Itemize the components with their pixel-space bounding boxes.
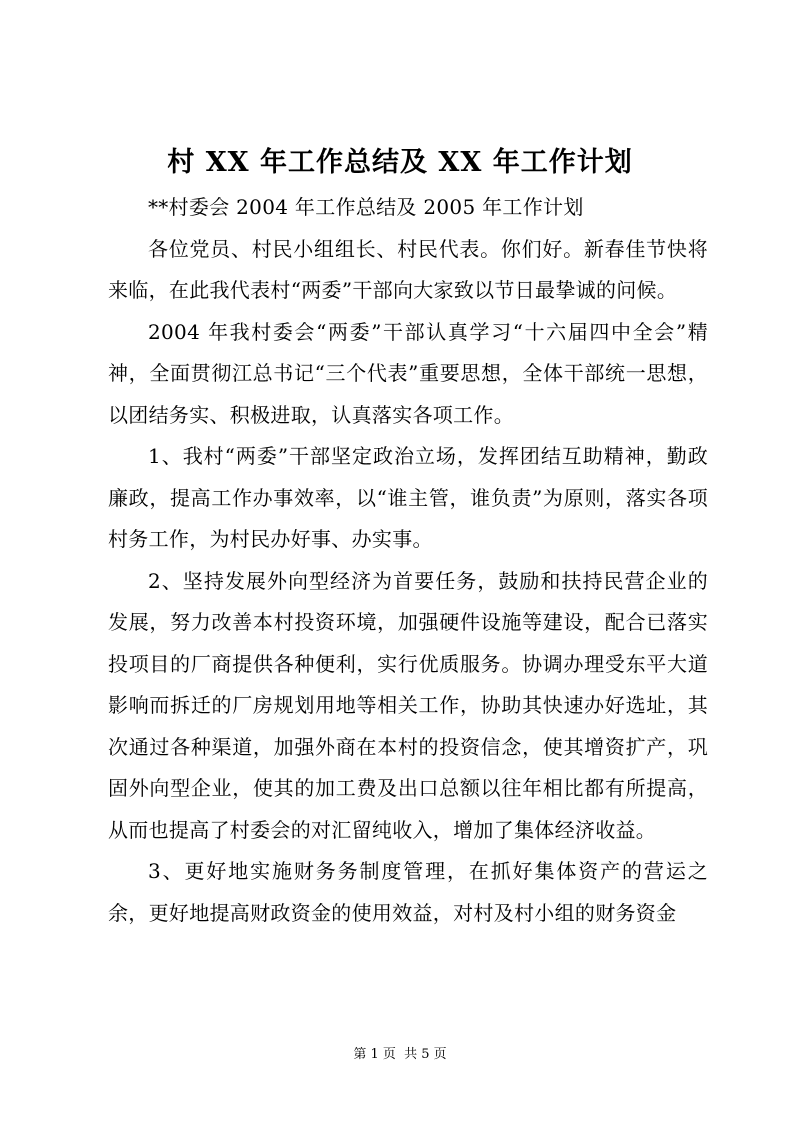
paragraph-item-2: 2、坚持发展外向型经济为首要任务，鼓励和扶持民营企业的发展，努力改善本村投资环境，加强硬件设施等建设，配合已落实投项目的厂商提供各种便利，实行优质服务。协调办理受东平大道影响而拆迁的厂房规划用地等相关工作，协助其快速办好选址，其次通过各种渠道，加强外商在本村的投资信念，使其增资扩产，巩固外向型企业，使其的加工费及出口总额以往年相比都有所提高，从而也提高了村委会的对汇留纯收入，增加了集体经济收益。	[108, 568, 708, 842]
paragraph-item-3: 3、更好地实施财务务制度管理，在抓好集体资产的营运之余，更好地提高财政资金的使用效益，对村及村小组的财务资金	[108, 859, 708, 925]
page-footer	[0, 1046, 800, 1064]
page-number: 第 1 页	[353, 1047, 396, 1062]
document-title: 村 XX 年工作总结及 XX 年工作计划	[167, 147, 633, 178]
document-body	[108, 187, 708, 934]
paragraph-subtitle: **村委会 2004 年工作总结及 2005 年工作计划	[148, 195, 584, 219]
paragraph-greeting: 各位党员、村民小组组长、村民代表。你们好。新春佳节快将来临，在此我代表村“两委”干部向大家致以节日最挚诚的问候。	[108, 236, 708, 302]
paragraph-intro: 2004 年我村委会“两委”干部认真学习“十六届四中全会”精神，全面贯彻江总书记“三个代表”重要思想，全体干部统一思想，以团结务实、积极进取，认真落实各项工作。	[108, 319, 708, 427]
page-total: 共 5 页	[404, 1047, 447, 1062]
paragraph-item-1: 1、我村“两委”干部坚定政治立场，发挥团结互助精神，勤政廉政，提高工作办事效率，以“谁主管，谁负责”为原则，落实各项村务工作，为村民办好事、办实事。	[108, 444, 708, 551]
